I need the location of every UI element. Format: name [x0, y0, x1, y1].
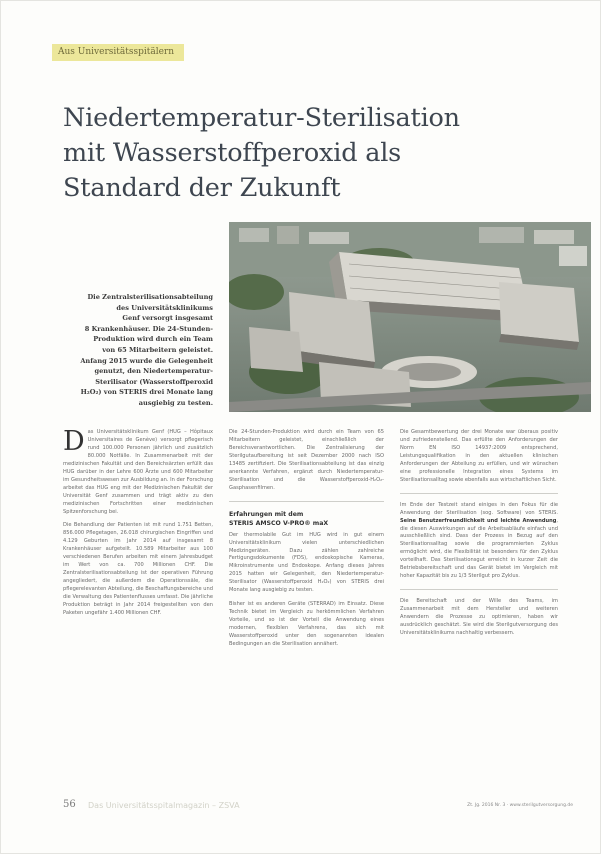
- highlighted-text: Seine Benutzerfreundlichkeit und leichte Anwendung: [400, 517, 557, 524]
- subheading-line: STERIS AMSCO V-PRO® maX: [229, 519, 329, 527]
- lead-line: Genf versorgt insgesamt: [122, 314, 213, 323]
- body-paragraph: Die Behandlung der Patienten ist mit rund 1.751 Betten, 856.000 Pflegetagen, 26.018 chirurgischen Eingriffen und 4.129 Geburten im Jahr 2014 auf insgesamt 8 Krankenhäuser aufgeteilt. 10.589 Mitarbeiter aus 100 verschiedenen Berufen arbeiten mit einem Jahresbudget im Wert von ca. 700 Millionen CHF. Die Zentralsterilisationsabteilung ist der operativen Führung angegliedert, die außerdem die Operationssäle, die pflegerelevanten Abteilung, die Beschaffungsbereiche und die Verwaltung des Patientenflusses umfasst. Die jährliche Produktion beträgt in Jahr 2014 freigestellten von den Paketen ungefähr 1.400 Millionen CHF.: [63, 522, 213, 616]
- paragraph-text: as Universitätsklinikum Genf (HUG – Hôpitaux Universitaires de Genève) versorgt pflegerisch rund 100.000 Personen jährlich und zusätzlich 80.000 Notfälle. In Zusammenarbeit mit der medizinischen Fakultät und den Bereichsärzten erfüllt das HUG darüber in der Lehre 600 Ärzte und 600 Mitarbeiter im Gesundheitswesen zur Ausbildung an. In der Forschung arbeitet das HUG eng mit der Medizinischen Fakultät der Universität Genf zusammen und trägt aktiv zu den medizinischen Fortschritten einer medizinischen Spitzenforschung bei.: [63, 429, 213, 515]
- lead-line: von 65 Mitarbeitern geleistet.: [102, 345, 213, 354]
- lead-line: Die Zentralsterilisationsabteilung: [87, 293, 213, 301]
- body-paragraph: [400, 502, 558, 582]
- paragraph-text: , die diesen Auswirkungen auf die Arbeitsabläufe einfach und ausschließlich sind. Dass der Prozess in Bezug auf den Sterilisationsalltag sowie die programmierten Zyklus ermöglicht wird, die Flexibilität ist besonders für den Zyklus vorteilhaft. Das Sterilisationsgut erreicht in kurzer Zeit die Betriebsbereitschaft und das Gerät bietet im Vergleich mit hoher Kapazität bis zu 1/3 Sterilgut pro Zyklus.: [400, 517, 558, 580]
- body-column-2: [229, 429, 384, 655]
- body-paragraph: Bisher ist es anderen Geräte (STERRAD) im Einsatz. Diese Technik bietet im Vergleich zu herkömmlichen Verfahren Vorteile, und so ist der Vorteil die Anwendung eines modernen, flexiblen Verfahrens, das sich mit Wasserstoffperoxid unter den sogenannten idealen Bedingungen an die Sterilisation annähert.: [229, 601, 384, 648]
- article-lead: [53, 292, 213, 409]
- lead-line: 8 Krankenhäuser. Die 24-Stunden-: [84, 324, 213, 333]
- lead-line: genutzt, den Niedertemperatur-: [94, 367, 213, 376]
- article-title: [63, 101, 543, 206]
- body-column-1: [63, 426, 213, 624]
- title-line: Niedertemperatur-Sterilisation: [63, 103, 460, 133]
- lead-line: Produktion wird durch ein Team: [93, 335, 213, 344]
- lead-line: Sterilisator (Wasserstoffperoxid: [95, 377, 213, 386]
- paragraph-text: Im Ende der Testzeit stand einiges in den Fokus für die Anwendung der Sterilisation (sog. Software) von STERIS.: [400, 501, 558, 516]
- body-column-3: [400, 429, 558, 644]
- body-paragraph: Die Gesamtbewertung der drei Monate war überaus positiv und zufriedenstellend. Das erfüllte den Anforderungen der Norm EN ISO 14937:2009 entsprechend, Leistungsqualifikation in den aktuellen klinischen Anforderungen der Abteilung zu erfüllen, und wir wünschen eine professionelle Integration eines Systems im Sterilisationsalltag sowie ebenfalls aus wirtschaftlichen Sicht.: [400, 429, 558, 483]
- page-footer: [53, 799, 573, 813]
- page-number: 56: [63, 799, 76, 810]
- lead-line: Anfang 2015 wurde die Gelegenheit: [80, 356, 213, 365]
- drop-cap: D: [63, 426, 85, 457]
- footer-issue-info: Zt. Jg. 2016 Nr. 3 · www.sterilgutversorgung.de: [467, 803, 573, 808]
- body-paragraph: Der thermolabile Gut im HUG wird in gut einem Universitätsklinikum vielen unterschiedlichen Medizingeräten. Dazu zählen zahlreiche Fertigungsdokumente (FDS), endoskopische Kameras, Mikroinstrumente und Endoskope. Anfang dieses Jahres 2015 hatten wir Gelegenheit, den Niedertemperatur-Sterilisator (Wasserstoffperoxid H₂O₂) von STERIS drei Monate lang ausgiebig zu testen.: [229, 531, 384, 594]
- lead-line: H₂O₂) von STERIS drei Monate lang: [80, 388, 213, 397]
- column-divider: [400, 589, 558, 590]
- body-paragraph: [63, 426, 213, 516]
- lead-line: ausgiebig zu testen.: [138, 398, 213, 407]
- column-divider: [229, 501, 384, 502]
- body-paragraph: Die Bereitschaft und der Wille des Teams, im Zusammenarbeit mit dem Hersteller und weiteren Anwendern die Prozesse zu optimieren, haben wir ausdrücklich geschätzt. Sie wird die Sterilgutversorgung des Universitätsklinikums nachhaltig verbessern.: [400, 598, 558, 637]
- body-paragraph: Die 24-Stunden-Produktion wird durch ein Team von 65 Mitarbeitern geleistet, einschließlich der Bereichsverantwortlichen. Die Zentralisierung der Sterilgutaufbereitung ist seit Dezember 2000 nach ISO 13485 zertifiziert. Die Sterilisationsabteilung ist das einzig anerkannte Verfahren, ergänzt durch Niedertemperatur-Sterilisation und die Wasserstoffperoxid-H₂O₂-Gasphasenfilmen.: [229, 429, 384, 491]
- subheading-line: Erfahrungen mit dem: [229, 510, 304, 518]
- hospital-aerial-photo: [229, 222, 591, 412]
- section-tag: Aus Universitätsspitälern: [52, 44, 184, 61]
- column-divider: [400, 493, 558, 494]
- title-line: mit Wasserstoffperoxid als: [63, 138, 402, 168]
- lead-line: des Universitätsklinikums: [116, 303, 213, 312]
- title-line: Standard der Zukunft: [63, 173, 341, 203]
- subheading: [229, 510, 384, 528]
- magazine-title: Das Universitätsspitalmagazin – ZSVA: [88, 801, 240, 810]
